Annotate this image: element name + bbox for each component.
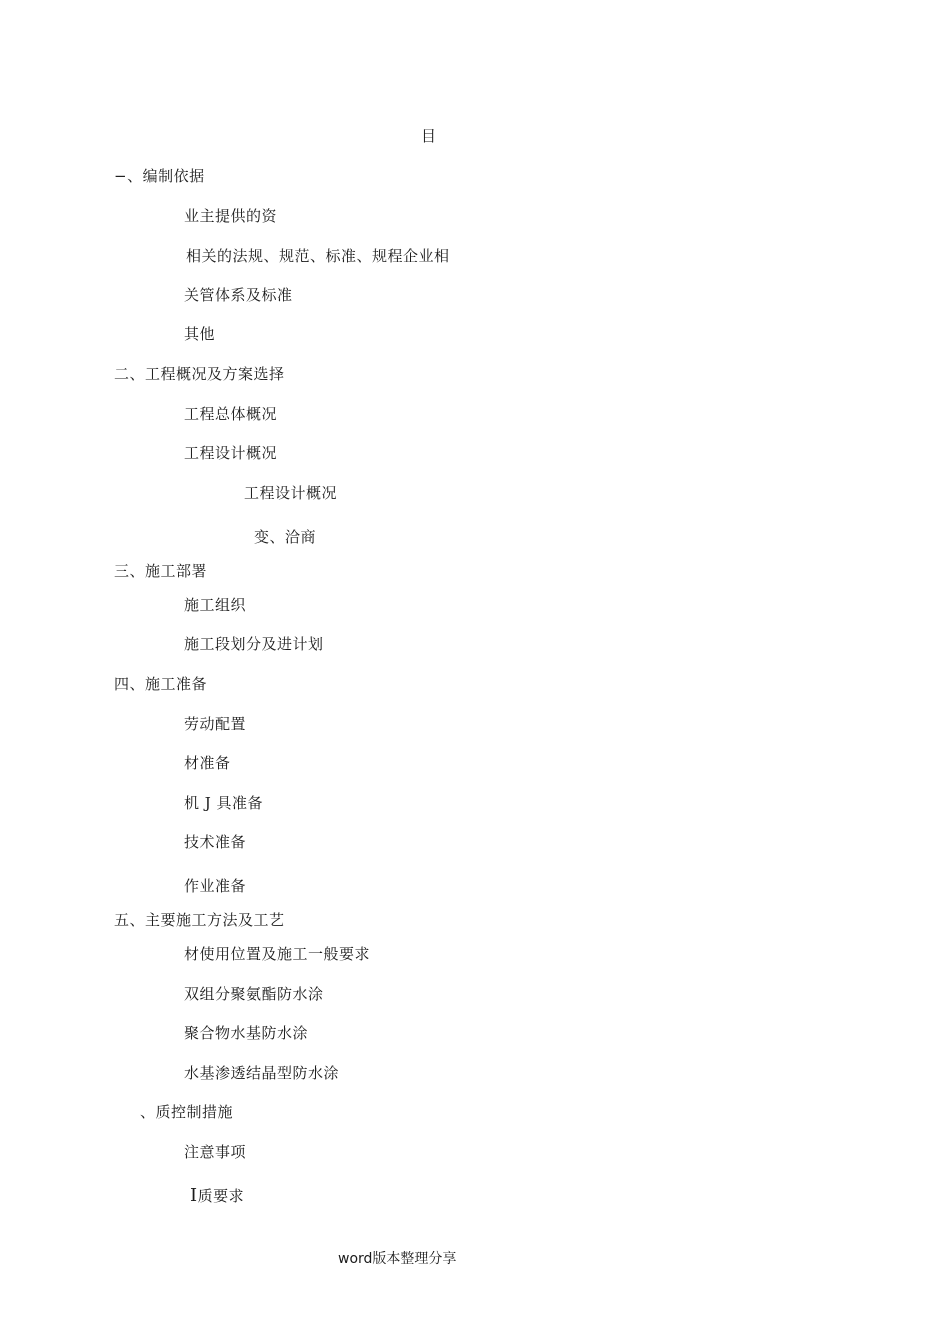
toc-item: 作业准备 <box>184 877 247 895</box>
toc-item-prefix: I <box>190 1185 198 1206</box>
toc-item: 材使用位置及施工一般要求 <box>184 945 371 963</box>
section-heading-1: −、编制依据 <box>114 167 205 185</box>
toc-item: 工程设计概况 <box>184 444 278 462</box>
toc-item: 注意事项 <box>184 1143 247 1161</box>
toc-item: 变、洽商 <box>254 528 317 546</box>
toc-item: 工程总体概况 <box>184 405 278 423</box>
section-heading-2: 二、工程概况及方案选择 <box>114 365 285 383</box>
toc-item: 关管体系及标准 <box>184 286 293 304</box>
toc-item: 施工组织 <box>184 596 247 614</box>
section-heading-4: 四、施工准备 <box>114 675 208 693</box>
toc-item: 双组分聚氨酯防水涂 <box>184 985 324 1003</box>
toc-item-label: 质要求 <box>197 1187 245 1205</box>
toc-item: 劳动配置 <box>184 715 247 733</box>
section-heading-5: 五、主要施工方法及工艺 <box>114 911 285 929</box>
toc-item: 聚合物水基防水涂 <box>184 1024 309 1042</box>
toc-item: 业主提供的资 <box>184 207 278 225</box>
toc-item: 水基渗透结晶型防水涂 <box>184 1064 340 1082</box>
toc-item: 工程设计概况 <box>244 484 338 502</box>
section-heading-3: 三、施工部署 <box>114 562 208 580</box>
toc-item: 材准备 <box>184 754 231 772</box>
toc-title: 目 <box>421 127 437 145</box>
toc-item: 施工段划分及进计划 <box>184 635 324 653</box>
section-heading-6: 、质控制措施 <box>140 1103 234 1121</box>
page-footer: word版本整理分享 <box>338 1251 457 1267</box>
toc-item: 其他 <box>184 325 216 343</box>
toc-item <box>190 1186 244 1206</box>
toc-item: 相关的法规、规范、标准、规程企业相 <box>186 247 450 265</box>
toc-item: 技术准备 <box>184 833 247 851</box>
toc-item: 机 J 具准备 <box>184 794 264 812</box>
